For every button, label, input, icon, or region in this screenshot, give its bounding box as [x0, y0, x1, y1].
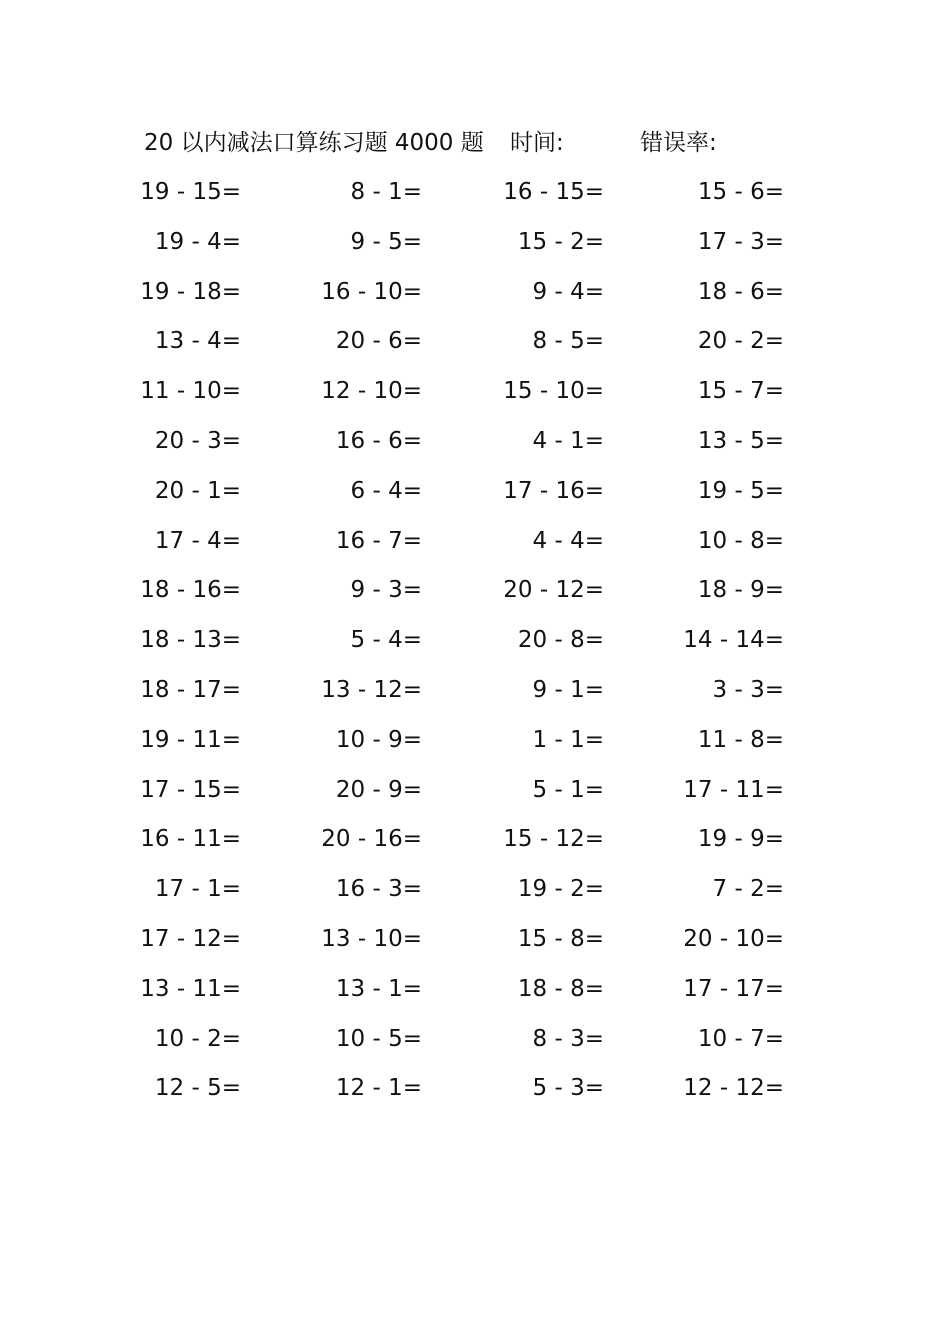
problem-item: 1 - 1=	[532, 726, 604, 753]
worksheet-title: 20 以内减法口算练习题 4000 题	[144, 130, 484, 156]
problem-item: 9 - 3=	[350, 577, 422, 604]
problem-item: 12 - 12=	[683, 1075, 784, 1102]
problem-item: 16 - 10=	[321, 278, 422, 305]
problem-row	[0, 222, 950, 272]
problem-row	[0, 371, 950, 421]
problem-item: 13 - 1=	[335, 975, 422, 1002]
problem-item: 9 - 1=	[532, 676, 604, 703]
problem-item: 20 - 6=	[335, 328, 422, 355]
problem-item: 18 - 9=	[697, 577, 784, 604]
problem-item: 19 - 9=	[697, 826, 784, 853]
problem-row	[0, 869, 950, 919]
problem-item: 18 - 8=	[517, 975, 604, 1002]
problem-item: 4 - 1=	[532, 427, 604, 454]
problem-item: 20 - 3=	[154, 427, 241, 454]
problem-item: 17 - 17=	[683, 975, 784, 1002]
problem-item: 18 - 16=	[140, 577, 241, 604]
problem-item: 19 - 4=	[154, 228, 241, 255]
problem-item: 12 - 1=	[335, 1075, 422, 1102]
problem-item: 9 - 5=	[350, 228, 422, 255]
problem-item: 19 - 15=	[140, 179, 241, 205]
problem-item: 17 - 15=	[140, 776, 241, 803]
problem-item: 15 - 8=	[517, 925, 604, 952]
problem-item: 3 - 3=	[712, 676, 784, 703]
problem-item: 19 - 5=	[697, 477, 784, 504]
problem-item: 6 - 4=	[350, 477, 422, 504]
problem-item: 16 - 6=	[335, 427, 422, 454]
problem-item: 13 - 5=	[697, 427, 784, 454]
problem-item: 17 - 1=	[154, 876, 241, 903]
problem-item: 8 - 5=	[532, 328, 604, 355]
problem-item: 13 - 4=	[154, 328, 241, 355]
problem-row	[0, 770, 950, 820]
problem-item: 19 - 11=	[140, 726, 241, 753]
problem-row	[0, 1068, 950, 1118]
problem-item: 15 - 10=	[503, 378, 604, 405]
problem-item: 8 - 1=	[350, 179, 422, 205]
problem-row	[0, 471, 950, 521]
problem-item: 20 - 16=	[321, 826, 422, 853]
problem-item: 10 - 7=	[697, 1025, 784, 1052]
problem-item: 15 - 7=	[697, 378, 784, 405]
problem-row	[0, 1019, 950, 1069]
problem-item: 8 - 3=	[532, 1025, 604, 1052]
problem-item: 11 - 8=	[697, 726, 784, 753]
problem-item: 16 - 7=	[335, 527, 422, 554]
problem-item: 7 - 2=	[712, 876, 784, 903]
problem-item: 17 - 12=	[140, 925, 241, 952]
problem-item: 19 - 18=	[140, 278, 241, 305]
problem-row	[0, 570, 950, 620]
problem-item: 10 - 8=	[697, 527, 784, 554]
error-rate-label: 错误率:	[640, 130, 717, 156]
problem-item: 13 - 10=	[321, 925, 422, 952]
problem-row	[0, 919, 950, 969]
problem-item: 5 - 3=	[532, 1075, 604, 1102]
problem-item: 20 - 1=	[154, 477, 241, 504]
problem-row	[0, 620, 950, 670]
problem-item: 20 - 12=	[503, 577, 604, 604]
problem-item: 5 - 1=	[532, 776, 604, 803]
problem-row	[0, 421, 950, 471]
problem-item: 17 - 3=	[697, 228, 784, 255]
problem-item: 15 - 12=	[503, 826, 604, 853]
problem-item: 18 - 13=	[140, 627, 241, 654]
problem-item: 13 - 11=	[140, 975, 241, 1002]
time-label: 时间:	[510, 130, 564, 156]
problem-row	[0, 272, 950, 322]
problem-item: 20 - 10=	[683, 925, 784, 952]
problem-row	[0, 321, 950, 371]
problem-item: 12 - 5=	[154, 1075, 241, 1102]
problem-item: 15 - 6=	[697, 179, 784, 205]
problem-item: 10 - 2=	[154, 1025, 241, 1052]
problem-item: 17 - 16=	[503, 477, 604, 504]
problem-row	[0, 720, 950, 770]
problem-item: 5 - 4=	[350, 627, 422, 654]
problem-item: 9 - 4=	[532, 278, 604, 305]
problem-item: 18 - 17=	[140, 676, 241, 703]
problem-item: 15 - 2=	[517, 228, 604, 255]
worksheet-header	[0, 126, 950, 160]
problem-item: 18 - 6=	[697, 278, 784, 305]
problem-item: 11 - 10=	[140, 378, 241, 405]
problem-item: 14 - 14=	[683, 627, 784, 654]
problem-item: 17 - 4=	[154, 527, 241, 554]
problem-item: 20 - 2=	[697, 328, 784, 355]
problem-row	[0, 969, 950, 1019]
problem-item: 4 - 4=	[532, 527, 604, 554]
problem-item: 17 - 11=	[683, 776, 784, 803]
problem-item: 19 - 2=	[517, 876, 604, 903]
problem-item: 12 - 10=	[321, 378, 422, 405]
problem-item: 20 - 9=	[335, 776, 422, 803]
problem-row	[0, 521, 950, 571]
problem-item: 16 - 3=	[335, 876, 422, 903]
problem-row	[0, 172, 950, 222]
problem-item: 16 - 15=	[503, 179, 604, 205]
problem-item: 20 - 8=	[517, 627, 604, 654]
problem-row	[0, 819, 950, 869]
problem-grid	[0, 172, 950, 1118]
problem-item: 10 - 9=	[335, 726, 422, 753]
problem-row	[0, 670, 950, 720]
problem-item: 10 - 5=	[335, 1025, 422, 1052]
problem-item: 13 - 12=	[321, 676, 422, 703]
problem-item: 16 - 11=	[140, 826, 241, 853]
